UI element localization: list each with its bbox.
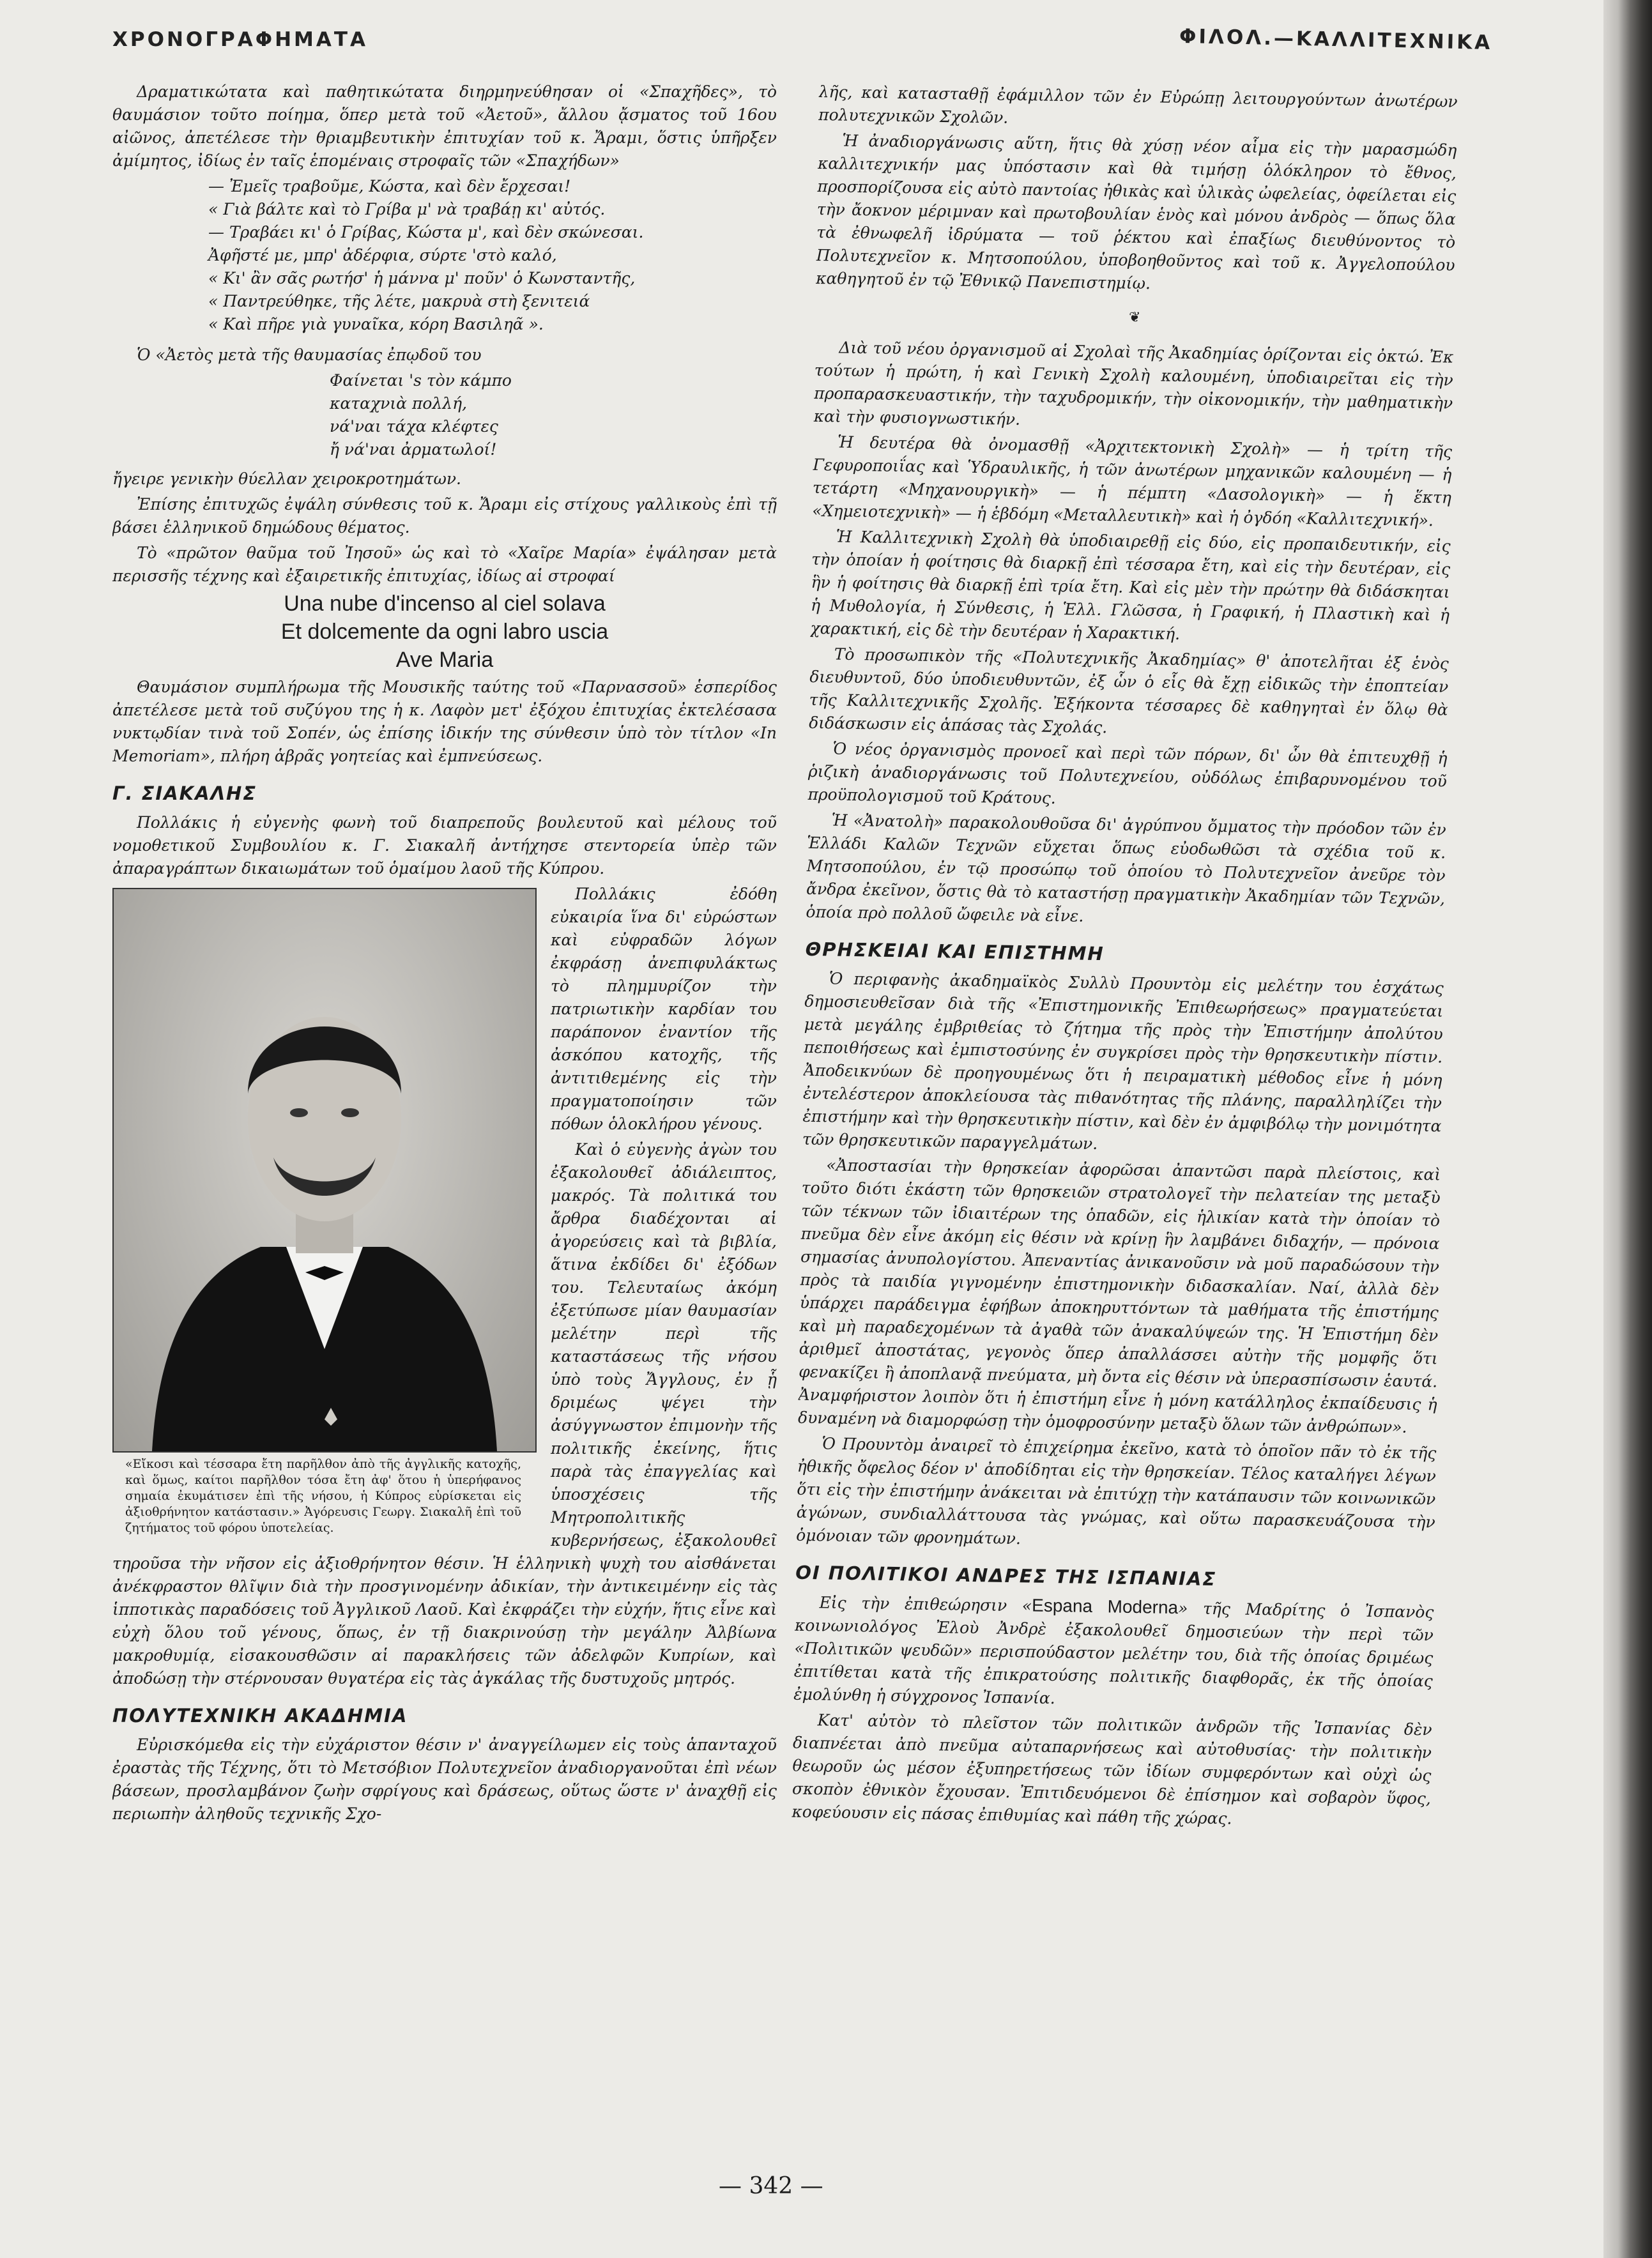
verse-line: « Παντρεύθηκε, τῆς λέτε, μακρυὰ στὴ ξενιτειά — [208, 292, 590, 310]
paragraph: Ἐπίσης ἐπιτυχῶς ἐψάλη σύνθεσις τοῦ κ. Ἄραμι εἰς στίχους γαλλικοὺς ἐπὶ τῇ βάσει ἑλληνικοῦ δημώδους θέματος. — [112, 495, 777, 537]
intro-paragraph: Δραματικώτατα καὶ παθητικώτατα διηρμηνεύθησαν οἱ «Σπαχῆδες», τὸ θαυμάσιον τοῦτο ποίημα, ὅπερ μετὰ τοῦ «Ἀετοῦ», ἄλλου ᾄσματος τοῦ 16ου αἰῶνος, ἀπετέλεσε τὴν θριαμβευτικὴν ἐπιτυχίαν τοῦ κ. Ἄραμι, ὅστις ὑπῆρξεν ἀμίμητος, ἰδίως ἐν ταῖς ἑπομέναις στροφαῖς τῶν «Σπαχήδων» — [112, 82, 777, 170]
aetos-verse: καταχνιὰ πολλή, — [330, 394, 468, 413]
aetos-verse: νά'ναι τάχα κλέφτες — [330, 417, 498, 436]
verse-line: — Ἐμεῖς τραβοῦμε, Κώστα, καὶ δὲν ἔρχεσαι! — [208, 177, 571, 195]
italian-verse: Et dolcemente da ogni labro uscia — [280, 620, 609, 644]
polytechnic-heading: ΠΟΛΥΤΕΧΝΙΚΗ ΑΚΑΔΗΜΙΑ — [112, 1705, 408, 1727]
paragraph: «Ἀποστασίαι τὴν θρησκείαν ἀφορῶσαι ἀπαντῶσι παρὰ πλείστοις, καὶ τοῦτο διότι ἑκάστη τῶν θρησκειῶν στρατολογεῖ τὴν πελατείαν της μεταξὺ τῶν τέκνων τῶν ἰδιαιτέρων της ὁπαδῶν, εἰς ἡλικίαν κατὰ τὴν ὁποίαν τὸ πνεῦμα δὲν εἶνε ἀκόμη εἰς θέσιν νὰ κρίνῃ ἣν λαμβάνει διδαχήν, — πρόνοια σημασίας ἀνυπολογίστου. Ἀπεναντίας ἀνικανοῦσιν νὰ μοῦ παραδώσουν τὴν πρὸς τὰ παιδία γιγνομένην ἐπιστημονικὴν διδασκαλίαν. Ναί, ἀλλὰ δὲν ὑπάρχει παράδειγμα ἐφήβων ἀποκηρυττόντων τὰ μαθήματα τῆς ἐπιστήμης καὶ μὴ παραδεχομένων τὰ ἀγαθὰ τῶν ἀνακαλύψεών της. Ἡ Ἐπιστήμη δὲν ἀριθμεῖ ἀποστάτας, γεγονὸς ὅπερ ἀπαλλάσσει αὐτὴν τῆς μομφῆς ὅτι φενακίζει ἢ ἀποπλανᾷ πνεύματα, μὴ ὄντα εἰς θέσιν νὰ ὑπερασπίσωσιν ἑαυτά. Ἀναμφήριστον λοιπὸν ὅτι ἡ ἐπιστήμη εἶνε ἡ μόνη κατάλληλος ἐκπαίδευσις ἡ δυναμένη νὰ διαμορφώσῃ τὴν ὁμοφροσύνην μεταξὺ ὅλων τῶν ἀνθρώπων». — [797, 1156, 1441, 1437]
italian-verse: Una nube d'incenso al ciel solava — [284, 591, 606, 616]
aetos-intro: Ὁ «Ἀετὸς μετὰ τῆς θαυμασίας ἐπῳδοῦ του — [137, 346, 482, 364]
magazine-title: Espana Moderna — [1031, 1595, 1179, 1618]
paragraph: Καὶ ὁ εὐγενὴς ἀγὼν του ἐξακολουθεῖ ἀδιάλειπτος, μακρός. Τὰ πολιτικά του ἄρθρα διαδέχονται αἱ ἀγορεύσεις καὶ τὰ βιβλία, ἅτινα ἐκδίδει δι' ἐξόδων του. Τελευταίως ἀκόμη ἐξετύπωσε μίαν θαυμασίαν μελέτην περὶ τῆς καταστάσεως τῆς νήσου ὑπὸ τοὺς Ἄγγλους, ἐν ᾗ δριμέως ψέγει τὴν ἀσύγγνωστον ἐπιμονὴν τῆς πολιτικῆς ἐκείνης, ἥτις παρὰ τὰς ἐπαγγελίας καὶ ὑποσχέσεις τῆς Μητροπολιτικῆς κυβερνήσεως, ἐξακολουθεῖ τηροῦσα τὴν νῆσον εἰς ἀξιοθρήνητον θέσιν. Ἡ ἑλληνικὴ ψυχὴ του αἰσθάνεται ἀνέκφραστον θλῖψιν διὰ τὴν προσγινομένην ἀδικίαν, τὴν ἀντικειμένην εἰς τὰς ἱπποτικὰς παραδόσεις τοῦ Ἀγγλικοῦ Λαοῦ. Καὶ ἐκφράζει τὴν εὐχήν, ἥτις εἶνε καὶ εὐχὴ ὅλου τοῦ γένους, ὅπως, ἐν τῇ διακρινούσῃ τὴν μεγάλην Ἀλβίωνα μακροθυμίᾳ, εἰσακουσθῶσιν αἱ παρακλήσεις τῶν ἀδελφῶν Κυπρίων, καὶ ἀποδώσῃ τὴν στέρνουσαν θυγατέρα εἰς τὰς ἀγκάλας τῆς δυστυχοῦς μητρός. — [112, 1140, 777, 1688]
paragraph: Πολλάκις ἡ εὐγενὴς φωνὴ τοῦ διαπρεποῦς βουλευτοῦ καὶ μέλους τοῦ νομοθετικοῦ Συμβουλίου κ. Γ. Σιακαλῆ ἀντήχησε στεντορεία ὑπὲρ τῶν ἀπαραγράπτων δικαιωμάτων τοῦ ὁμαίμου λαοῦ τῆς Κύπρου. — [112, 813, 777, 878]
paragraph — [793, 1591, 1434, 1716]
running-header-right: ΦΙΛΟΛ.—ΚΑΛΛΙΤΕΧΝΙΚΑ — [1179, 24, 1493, 55]
aetos-verse: Φαίνεται 's τὸν κάμπο — [330, 371, 512, 390]
italian-verse: Ave Maria — [395, 648, 494, 672]
paragraph: Τὸ προσωπικὸν τῆς «Πολυτεχνικῆς Ἀκαδημίας» θ' ἀποτελῆται ἐξ ἑνὸς διευθυντοῦ, δύο ὑποδιευθυντῶν, ἐξ ὧν ὁ εἷς θὰ ἔχῃ εἰδικῶς τὴν ἐποπτείαν τῆς Καλλιτεχνικῆς Σχολῆς. Ἐξήκοντα τέσσαρες δὲ καθηγηταὶ ἐν ὅλῳ θὰ διδάσκωσιν εἰς ἁπάσας τὰς Σχολάς. — [808, 645, 1449, 737]
running-header-left: ΧΡΟΝΟΓΡΑΦΗΜΑΤΑ — [112, 28, 369, 51]
paragraph: Τὸ «πρῶτον θαῦμα τοῦ Ἰησοῦ» ὡς καὶ τὸ «Χαῖρε Μαρία» ἐψάλησαν μετὰ περισσῆς τέχνης καὶ ἐξαιρετικῆς ἐπιτυχίας, ἰδίως αἱ στροφαί — [112, 544, 777, 585]
aetos-verse: ἤ νά'ναι ἀρματωλοί! — [330, 440, 497, 459]
paragraph: Ἡ Καλλιτεχνικὴ Σχολὴ θὰ ὑποδιαιρεθῇ εἰς δύο, εἰς προπαιδευτικήν, εἰς τὴν ὁποίαν ἡ φοίτησις θὰ διαρκῇ ἐπὶ τέσσαρα ἔτη, καὶ εἰς τὴν δευτέραν, εἰς ἣν ἡ φοίτησις θὰ διαρκῇ ἐπὶ τρία ἔτη. Καὶ εἰς μὲν τὴν πρώτην θὰ διδάσκηται ἡ Μυθολογία, ἡ Σύνθεσις, ἡ Ἑλλ. Γλῶσσα, ἡ Γραφική, ἡ Πλαστικὴ καὶ ἡ χαρακτική, εἰς δὲ τὴν δευτέραν ἡ Χαρακτική. — [810, 527, 1451, 643]
left-column — [112, 80, 777, 2137]
paragraph: Ὁ περιφανὴς ἀκαδημαϊκὸς Συλλὺ Προυντὸμ εἰς μελέτην του ἐσχάτως δημοσιευθεῖσαν διὰ τῆς «Ἐπιστημονικῆς Ἐπιθεωρήσεως» πραγματεύεται μετὰ μεγάλης ἐμβριθείας τὸ ζήτημα τῆς πρὸς τὴν Ἐπιστήμην ἀπολύτου πεποιθήσεως καὶ ἐμπιστοσύνης ἐν συγκρίσει πρὸς τὴν θρησκευτικὴν πίστιν. Ἀποδεικνύων δὲ προηγουμένως ὅτι ἡ πειραματικὴ μέθοδος εἶνε ἡ μόνη ἐντελέστερον ἀποκλείουσα τὰς πιθανότητας τῆς πλάνης, παραλληλίζει τὴν ἐπιστήμην καὶ τὴν θρησκευτικὴν πίστιν, καὶ δὲν ἐν ἀμφιβόλῳ τὴν μονιμότητα τῶν θρησκευτικῶν παραγγελμάτων. — [802, 969, 1444, 1154]
spain-heading: ΟΙ ΠΟΛΙΤΙΚΟΙ ΑΝΔΡΕΣ ΤΗΣ ΙΣΠΑΝΙΑΣ — [795, 1561, 1217, 1591]
paragraph: Κατ' αὐτὸν τὸ πλεῖστον τῶν πολιτικῶν ἀνδρῶν τῆς Ἰσπανίας δὲν διαπνέεται ἀπὸ πνεῦμα αὐταπαρνήσεως καὶ αὐτοθυσίας· τὴν πολιτικὴν θεωροῦν ὡς μέσον ἐξυπηρετήσεως τῶν ἰδίων συμφερόντων καὶ οὐχὶ ὡς σκοπὸν ἐθνικὸν ἔχουσαν. Ἐπιτιδευόμενοι δὲ ἐπίσημον καὶ σοβαρὸν ὕφος, κοφεύουσιν εἰς πάσας ἐπιθυμίας καὶ πάθη τῆς χώρας. — [792, 1711, 1432, 1828]
religions-heading: ΘΡΗΣΚΕΙΑΙ ΚΑΙ ΕΠΙΣΤΗΜΗ — [805, 938, 1105, 965]
verse-line: « Γιὰ βάλτε καὶ τὸ Γρίβα μ' νὰ τραβάῃ κι' αὐτός. — [208, 200, 606, 218]
paragraph: Πολλάκις ἐδόθη εὐκαιρία ἵνα δι' εὐρώστων καὶ εὐφραδῶν λόγων ἐκφράσῃ ἀνεπιφυλάκτως τὸ πλημμυρίζον τὴν πατριωτικὴν καρδίαν του παράπονον ἐναντίον τῆς ἀσκόπου κατοχῆς, τῆς ἀντιτιθεμένης εἰς τὴν πραγματοποίησιν τῶν πόθων ὁλοκλήρου γένους. — [551, 885, 777, 1133]
text-run: » τῆς Μαδρίτης ὁ Ἰσπανὸς κοινωνιολόγος Ἐλοὺ Ἀνδρὲ ἐξακολουθεῖ δημοσιεύων τὴν περὶ τῶν «Πολιτικῶν ψευδῶν» περισπούδαστον μελέτην του, διὰ τῆς ὁποίας δριμέως ἐπιτίθεται κατὰ τῆς ἐπικρατούσης πολιτικῆς διαφθορᾶς, ἐκ τῆς ὁποίας ἐμολύνθη ἡ σύγχρονος Ἰσπανία. — [793, 1599, 1434, 1708]
page-number: — 342 — — [719, 2173, 823, 2199]
paragraph: Ἡ δευτέρα θὰ ὀνομασθῇ «Ἀρχιτεκτονικὴ Σχολὴ» — ἡ τρίτη τῆς Γεφυροποιΐας καὶ Ὑδραυλικῆς, ἡ τῶν ἀνωτέρων μηχανικῶν καλουμένη — ἡ τετάρτη «Μηχανουργικὴ» — ἡ πέμπτη «Δασολογικὴ» — ἡ ἕκτη «Χημειοτεχνικὴ» — ἡ ἑβδόμη «Μεταλλευτικὴ» καὶ ἡ ὀγδόη «Καλλιτεχνική». — [812, 432, 1453, 530]
portrait-photo — [112, 888, 537, 1453]
paragraph: Ὁ Προυντὸμ ἀναιρεῖ τὸ ἐπιχείρημα ἐκεῖνο, κατὰ τὸ ὁποῖον πᾶν τὸ ἐκ τῆς ἠθικῆς ὄφελος δέον ν' ἀποδίδηται εἰς τὴν θρησκείαν. Τέλος καταλήγει λέγων ὅτι εἰς τὴν ἐπιστήμην ἀνάκειται νὰ ἐπιτύχῃ τὴν κατάπαυσιν τῶν κοινωνικῶν ἀγώνων, συνδιαλλάττουσα τὰς γνώμας, καὶ οὕτω παρασκευάζουσα τὴν ὁμόνοιαν τῶν φρονημάτων. — [795, 1434, 1437, 1548]
page-edge-shadow — [1603, 0, 1652, 2258]
portrait-figure — [112, 888, 534, 1536]
verse-line: — Τραβάει κι' ὁ Γρίβας, Κώστα μ', καὶ δὲν σκώνεσαι. — [208, 223, 644, 241]
paragraph: Θαυμάσιον συμπλήρωμα τῆς Μουσικῆς ταύτης τοῦ «Παρνασσοῦ» ἑσπερίδος ἀπετέλεσε μετὰ τοῦ συζύγου της ἡ κ. Λαφὸν μετ' ἐξόχου ἐπιτυχίας ἐκτελέσασα νυκτῳδίαν τινὰ τοῦ Σοπέν, ὡς ἐπίσης ἰδικήν της σύνθεσιν ὑπὸ τὸν τίτλον «In Memoriam», πλήρη ἁβρᾶς γοητείας καὶ ἐμπνεύσεως. — [112, 678, 777, 765]
portrait-illustration — [114, 889, 535, 1451]
portrait-caption: «Εἴκοσι καὶ τέσσαρα ἔτη παρῆλθον ἀπὸ τῆς ἀγγλικῆς κατοχῆς, καὶ ὅμως, καίτοι παρῆλθον τόσα ἔτη ἀφ' ὅτου ἡ ὑπερήφανος σημαία ἐκυμάτισεν ἐπὶ τῆς νήσου, ἡ Κύπρος εὑρίσκεται εἰς ἀξιοθρήνητον κατάστασιν.» Ἀγόρευσις Γεωργ. Σιακαλῆ ἐπὶ τοῦ ζητήματος τοῦ φόρου ὑποτελείας. — [125, 1457, 521, 1535]
ornament-divider: ❦ — [1128, 309, 1141, 326]
paragraph: Εὐρισκόμεθα εἰς τὴν εὐχάριστον θέσιν ν' ἀναγγείλωμεν εἰς τοὺς ἁπανταχοῦ ἐραστὰς τῆς Τέχνης, ὅτι τὸ Μετσόβιον Πολυτεχνεῖον ἀναδιοργανοῦται ἐπὶ νέων βάσεων, προσλαμβάνον ζωὴν σφρίγους καὶ δράσεως, οὕτως ὥστε ν' ἀναχθῇ εἰς περιωπὴν ἀληθοῦς τεχνικῆς Σχο- — [112, 1735, 777, 1823]
paragraph: Ὁ νέος ὀργανισμὸς προνοεῖ καὶ περὶ τῶν πόρων, δι' ὧν θὰ ἐπιτευχθῇ ἡ ῥιζικὴ ἀναδιοργάνωσις τοῦ Πολυτεχνείου, οὐδόλως ἐπιβαρυνομένου τοῦ προϋπολογισμοῦ τοῦ Κράτους. — [807, 739, 1448, 807]
verse-line: Ἀφῆστέ με, μπρ' ἀδέρφια, σύρτε 'στὸ καλό, — [208, 246, 557, 264]
paragraph: Ἡ ἀναδιοργάνωσις αὕτη, ἥτις θὰ χύσῃ νέον αἷμα εἰς τὴν μαρασμώδη καλλιτεχνικήν μας ὑπόστασιν καὶ θὰ τιμήσῃ ὁλόκληρον τὸ ἔθνος, προσπορίζουσα εἰς αὐτὸ παντοίας ἠθικὰς καὶ ὑλικὰς ὠφελείας, ὀφείλεται εἰς τὴν ἄοκνον μέριμναν καὶ πρωτοβουλίαν ἑνὸς καὶ μόνου ἀνδρὸς — ὅπως ὅλα τὰ ἐθνωφελῆ ἰδρύματα — τοῦ ῥέκτου καὶ ἐπαξίως διευθύνοντος τὸ Πολυτεχνεῖον κ. Μητσοπούλου, ὑποβοηθοῦντος καὶ τοῦ κ. Ἀγγελοπούλου καθηγητοῦ ἐν τῷ Ἐθνικῷ Πανεπιστημίῳ. — [815, 131, 1457, 293]
siakalis-heading: Γ. ΣΙΑΚΑΛΗΣ — [112, 782, 257, 804]
aetos-outro: ἤγειρε γενικὴν θύελλαν χειροκροτημάτων. — [112, 469, 462, 488]
paragraph: Ἡ «Ἀνατολὴ» παρακολουθοῦσα δι' ἀγρύπνου ὄμματος τὴν πρόοδον τῶν ἐν Ἑλλάδι Καλῶν Τεχνῶν εὔχεται ὅπως εὐοδωθῶσι τὰ σχέδια τοῦ κ. Μητσοπούλου, ἐν τῷ προσώπῳ τοῦ ὁποίου τὸ Πολυτεχνεῖον ἀνεῦρε τὸν ἄνδρα ἐκεῖνον, ὅστις θὰ τὸ καταστήσῃ πραγματικὴν Ἀκαδημίαν τῶν Τεχνῶν, ὁποία πρὸ πολλοῦ ὤφειλε νὰ εἶνε. — [806, 811, 1446, 926]
text-run: Εἰς τὴν ἐπιθεώρησιν « — [819, 1593, 1032, 1615]
verse-line: « Καὶ πῆρε γιὰ γυναῖκα, κόρη Βασιληᾶ ». — [208, 315, 544, 333]
verse-line: « Κι' ἂν σᾶς ρωτήσ' ἡ μάννα μ' ποῦν' ὁ Κωνσταντῆς, — [208, 269, 636, 287]
right-column — [786, 80, 1457, 2147]
paragraph: Διὰ τοῦ νέου ὀργανισμοῦ αἱ Σχολαὶ τῆς Ἀκαδημίας ὁρίζονται εἰς ὀκτώ. Ἐκ τούτων ἡ πρώτη, ἡ καὶ Γενικὴ Σχολὴ καλουμένη, ὑποδιαιρεῖται εἰς τὴν προπαρασκευαστικήν, τὴν ταχυδρομικήν, τὴν οἰκονομικήν, τὴν μαθηματικὴν καὶ τὴν φυσιογνωστικήν. — [813, 338, 1454, 429]
paragraph: λῆς, καὶ κατασταθῇ ἐφάμιλλον τῶν ἐν Εὐρώπῃ λειτουργούντων ἀνωτέρων πολυτεχνικῶν Σχολῶν. — [818, 82, 1458, 127]
